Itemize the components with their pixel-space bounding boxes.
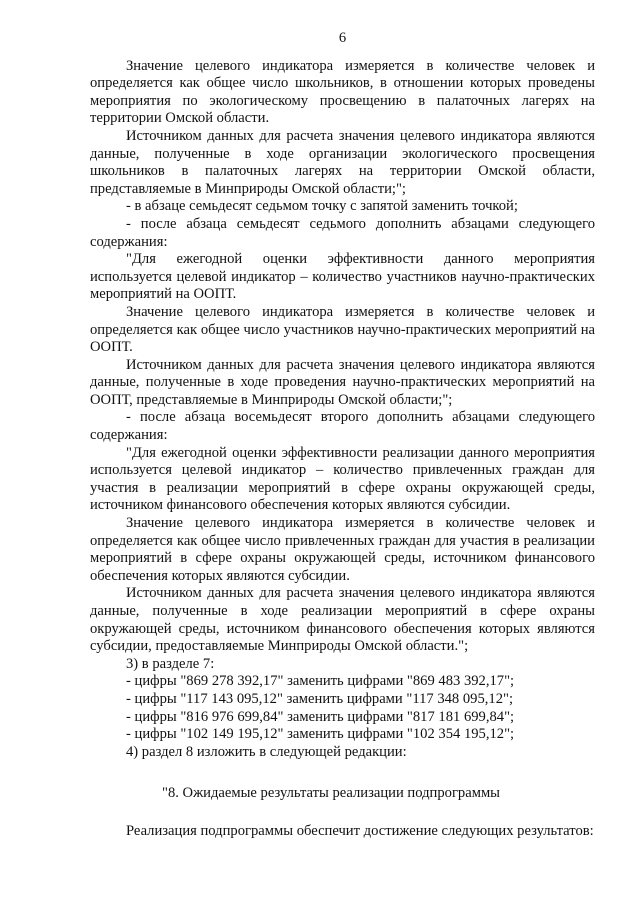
paragraph-indicator-citizens: "Для ежегодной оценки эффективности реализации данного мероприятия используется целевой индикатор – количество привлеченных граждан для участия в реализации мероприятий в сфере охраны окружающей среды, источником финансового обеспечения которых являются субсидии.	[90, 444, 595, 514]
paragraph-after-77: - после абзаца семьдесят седьмого дополнить абзацами следующего содержания:	[90, 215, 595, 250]
paragraph-data-source-participants: Источником данных для расчета значения целевого индикатора являются данные, полученные в ходе проведения научно-практических мероприятий на ООПТ, представляемые в Минприроды Омской области;";	[90, 356, 595, 408]
list-item-figures-3: - цифры "816 976 699,84" заменить цифрами "817 181 699,84";	[126, 708, 515, 725]
paragraph-value-citizens: Значение целевого индикатора измеряется в количестве человек и определяется как общее число привлеченных граждан для участия в реализации мероприятий в сфере охраны окружающей среды, источником финансового обеспечения которых являются субсидии.	[90, 515, 595, 584]
list-item-section-7: 3) в разделе 7:	[126, 655, 215, 672]
paragraph-results: Реализация подпрограммы обеспечит достижение следующих результатов:	[126, 822, 594, 839]
paragraph-value-participants: Значение целевого индикатора измеряется в количестве человек и определяется как общее число участников научно-практических мероприятий на ООПТ.	[90, 303, 595, 356]
list-item-figures-2: - цифры "117 143 095,12" заменить цифрами "117 348 095,12";	[126, 690, 514, 707]
paragraph-indicator-participants: "Для ежегодной оценки эффективности данного мероприятия используется целевой индикатор – количество участников научно-практических мероприятий на ООПТ.	[90, 251, 595, 303]
section-heading: "8. Ожидаемые результаты реализации подпрограммы	[162, 785, 500, 802]
list-item-figures-1: - цифры "869 278 392,17" заменить цифрами "869 483 392,17";	[126, 673, 515, 690]
paragraph-after-82: - после абзаца восемьдесят второго дополнить абзацами следующего содержания:	[90, 409, 595, 444]
paragraph-data-source-citizens: Источником данных для расчета значения целевого индикатора являются данные, полученные в ходе реализации мероприятий в сфере охраны окружающей среды, источником финансового обеспечения которых являются субсидии, предоставляемые Минприроды Омской области.";	[90, 585, 595, 655]
paragraph-indicator-schoolchildren: Значение целевого индикатора измеряется в количестве человек и определяется как общее число школьников, в отношении которых проведены мероприятия по экологическому просвещению в палаточных лагерях на территории Омской области.	[90, 57, 595, 127]
paragraph-amend-77: - в абзаце семьдесят седьмом точку с запятой заменить точкой;	[126, 198, 518, 215]
list-item-figures-4: - цифры "102 149 195,12" заменить цифрами "102 354 195,12";	[126, 726, 515, 743]
list-item-section-8: 4) раздел 8 изложить в следующей редакции:	[126, 743, 407, 760]
paragraph-data-source-schoolchildren: Источником данных для расчета значения целевого индикатора являются данные, полученные в ходе организации экологического просвещения школьников в палаточных лагерях на территории Омской области, представляемые в Минприроды Омской области;";	[90, 127, 595, 197]
page-number: 6	[338, 30, 347, 46]
